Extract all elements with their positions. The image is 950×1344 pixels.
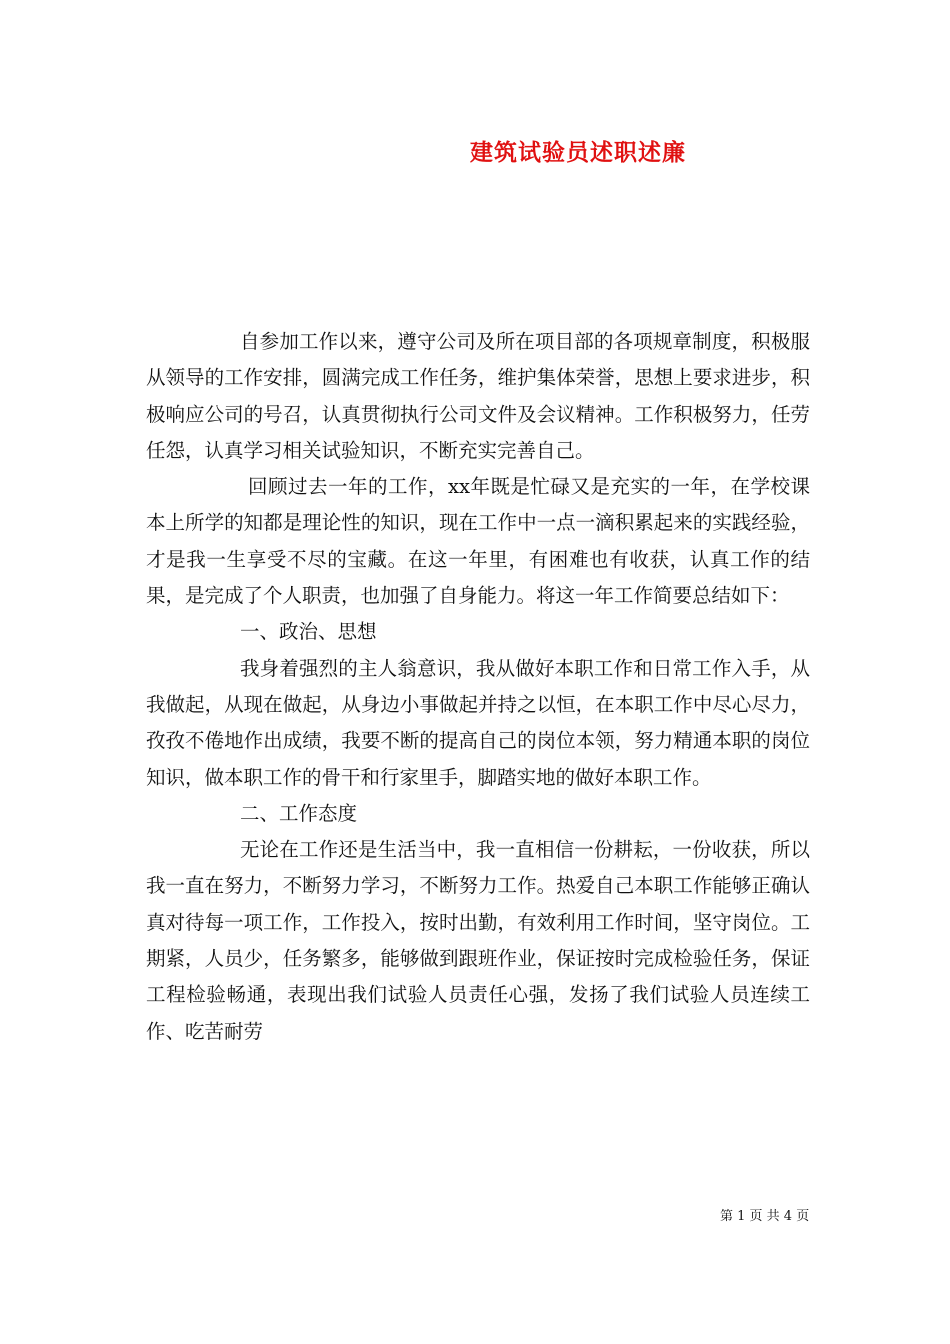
- section-heading-politics: 一、政治、思想: [240, 620, 377, 644]
- review-paragraph: 回顾过去一年的工作，xx年既是忙碌又是充实的一年，在学校课本上所学的知都是理论性的知识，现在工作中一点一滴积累起来的实践经验，才是我一生享受不尽的宝藏。在这一年里，有困难也有收获，认真工作的结果，是完成了个人职责，也加强了自身能力。将这一年工作简要总结如下：: [146, 475, 810, 608]
- section-text-politics: 我身着强烈的主人翁意识，我从做好本职工作和日常工作入手，从我做起，从现在做起，从身边小事做起并持之以恒，在本职工作中尽心尽力，孜孜不倦地作出成绩，我要不断的提高自己的岗位本领，努力精通本职的岗位知识，做本职工作的骨干和行家里手，脚踏实地的做好本职工作。: [146, 656, 810, 789]
- section-heading-attitude: 二、工作态度: [240, 801, 358, 825]
- intro-paragraph: 自参加工作以来，遵守公司及所在项目部的各项规章制度，积极服从领导的工作安排，圆满完成工作任务，维护集体荣誉，思想上要求进步，积极响应公司的号召，认真贯彻执行公司文件及会议精神。工作积极努力，任劳任怨，认真学习相关试验知识，不断充实完善自己。: [146, 330, 810, 462]
- page-number: 第 1 页 共 4 页: [720, 1209, 810, 1224]
- section-text-attitude: 无论在工作还是生活当中，我一直相信一份耕耘，一份收获，所以我一直在努力，不断努力学习，不断努力工作。热爱自己本职工作能够正确认真对待每一项工作，工作投入，按时出勤，有效利用工作时间，坚守岗位。工期紧，人员少，任务繁多，能够做到跟班作业，保证按时完成检验任务，保证工程检验畅通，表现出我们试验人员责任心强，发扬了我们试验人员连续工作、吃苦耐劳: [146, 838, 810, 1043]
- document-title: 建筑试验员述职述廉: [470, 139, 686, 166]
- document-body: [146, 324, 810, 1050]
